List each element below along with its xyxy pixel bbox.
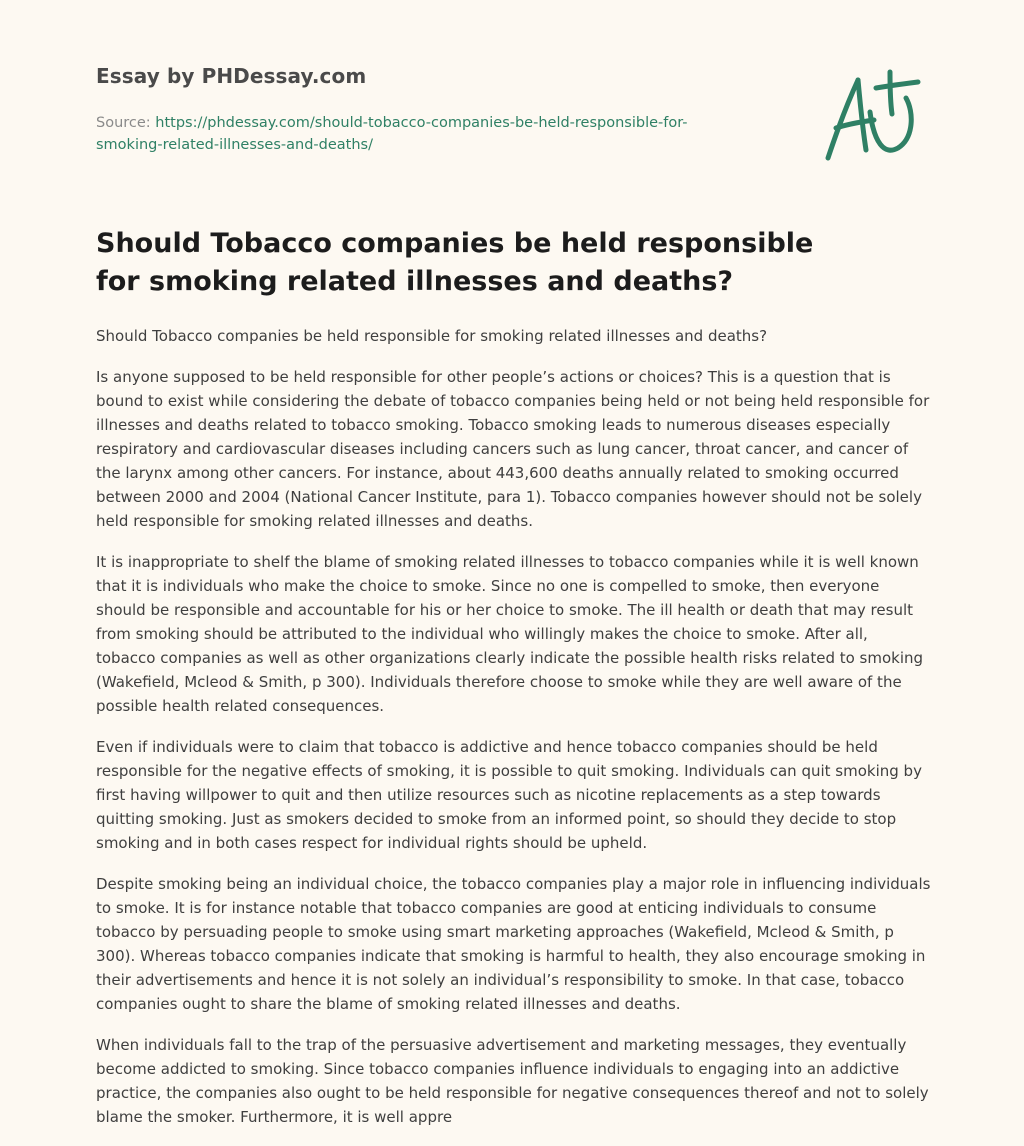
article-title: Should Tobacco companies be held responsible for smoking related illnesses and deaths? — [96, 228, 814, 297]
source-line — [96, 112, 736, 156]
a-plus-logo-icon — [822, 66, 926, 166]
paragraph-1: Should Tobacco companies be held responsible for smoking related illnesses and deaths? — [96, 327, 768, 345]
paragraph-3: It is inappropriate to shelf the blame of smoking related illnesses to tobacco companies while it is well known that it is individuals who make the choice to smoke. Since no one is compelled to smoke, then everyone should be responsible and accountable for his or her choice to smoke. The ill health or death that may result from smoking should be attributed to the individual who willingly makes the choice to smoke. After all, tobacco companies as well as other organizations clearly indicate the possible health risks related to smoking (Wakefield, Mcleod & Smith, p 300). Individuals therefore choose to smoke while they are well aware of the possible health related consequences. — [96, 553, 924, 715]
paragraph-5: Despite smoking being an individual choice, the tobacco companies play a major role in influencing individuals to smoke. It is for instance notable that tobacco companies are good at enticing individuals to consume tobacco by persuading people to smoke using smart marketing approaches (Wakefield, Mcleod & Smith, p 300). Whereas tobacco companies indicate that smoking is harmful to health, they also encourage smoking in their advertisements and hence it is not solely an individual’s responsibility to smoke. In that case, tobacco companies ought to share the blame of smoking related illnesses and deaths. — [96, 875, 931, 1013]
paragraph-6: When individuals fall to the trap of the persuasive advertisement and marketing messages, they eventually become addicted to smoking. Since tobacco companies influence individuals to engaging into an addictive practice, the companies also ought to be held responsible for negative consequences thereof and not to solely blame the smoker. Furthermore, it is well appre — [96, 1036, 929, 1126]
paragraph-4: Even if individuals were to claim that tobacco is addictive and hence tobacco companies should be held responsible for the negative effects of smoking, it is possible to quit smoking. Individuals can quit smoking by first having willpower to quit and then utilize resources such as nicotine replacements as a step towards quitting smoking. Just as smokers decided to smoke from an informed point, so should they decide to stop smoking and in both cases respect for individual rights should be upheld. — [96, 738, 922, 852]
source-label: Source: — [96, 115, 156, 131]
brand-name: Essay by PHDessay.com — [96, 64, 367, 88]
paragraph-2: Is anyone supposed to be held responsible for other people’s actions or choices? This is a question that is bound to exist while considering the debate of tobacco companies being held or not being held responsible for illnesses and deaths related to tobacco smoking. Tobacco smoking leads to numerous diseases especially respiratory and cardiovascular diseases including cancers such as lung cancer, throat cancer, and cancer of the larynx among other cancers. For instance, about 443,600 deaths annually related to smoking occurred between 2000 and 2004 (National Cancer Institute, para 1). Tobacco companies however should not be solely held responsible for smoking related illnesses and deaths. — [96, 368, 930, 530]
source-link[interactable]: https://phdessay.com/should-tobacco-companies-be-held-responsible-for-smoking-related-illnesses-and-deaths/ — [96, 115, 688, 153]
article-body — [96, 324, 932, 1146]
